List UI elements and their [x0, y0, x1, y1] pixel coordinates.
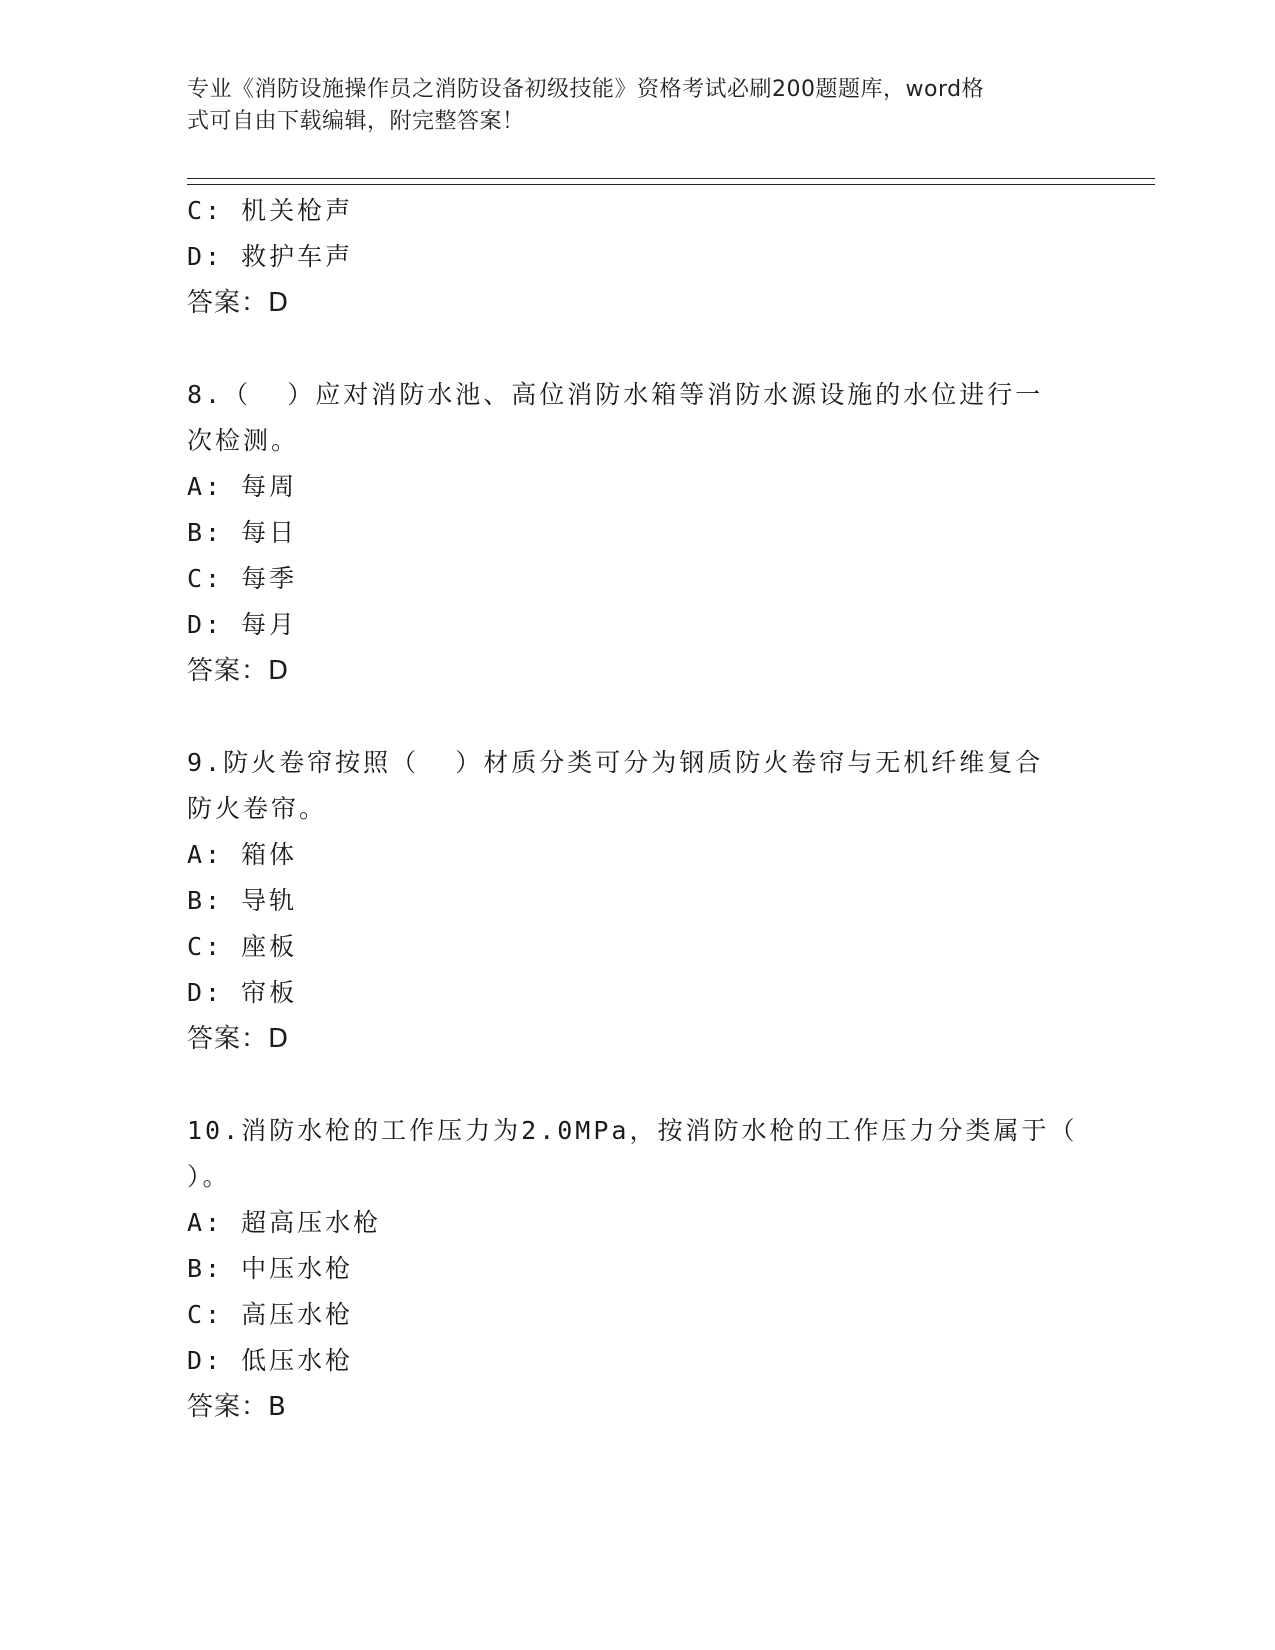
question-9	[187, 740, 1087, 1062]
option-d: D: 帘板	[187, 978, 298, 1007]
option-b: B: 导轨	[187, 886, 298, 915]
question-stem-continued: 次检测。	[187, 426, 300, 455]
answer-line: 答案：D	[187, 288, 290, 318]
question-stem: 8.（ ）应对消防水池、高位消防水箱等消防水源设施的水位进行一	[187, 380, 1044, 409]
option-a: A: 箱体	[187, 840, 298, 869]
answer-line: 答案：D	[187, 1024, 290, 1054]
option-c: C: 机关枪声	[187, 196, 354, 225]
document-body	[187, 188, 1087, 1430]
question-stem: 9.防火卷帘按照（ ）材质分类可分为钢质防火卷帘与无机纤维复合	[187, 748, 1044, 777]
option-a: A: 超高压水枪	[187, 1208, 382, 1237]
page-header	[187, 74, 1067, 138]
option-d: D: 低压水枪	[187, 1346, 354, 1375]
previous-question-tail	[187, 188, 1087, 326]
question-stem: 10.消防水枪的工作压力为2.0MPa，按消防水枪的工作压力分类属于（	[187, 1116, 1078, 1145]
answer-line: 答案：B	[187, 1392, 287, 1422]
option-c: C: 每季	[187, 564, 298, 593]
option-c: C: 座板	[187, 932, 298, 961]
header-double-rule	[187, 178, 1155, 185]
header-line-2: 式可自由下载编辑，附完整答案！	[187, 109, 525, 134]
option-c: C: 高压水枪	[187, 1300, 354, 1329]
answer-line: 答案：D	[187, 656, 290, 686]
header-line-1: 专业《消防设施操作员之消防设备初级技能》资格考试必刷200题题库，word格	[187, 77, 985, 102]
option-b: B: 中压水枪	[187, 1254, 354, 1283]
option-b: B: 每日	[187, 518, 298, 547]
question-stem-continued: 防火卷帘。	[187, 794, 328, 823]
question-stem-continued: ）。	[187, 1162, 231, 1191]
option-d: D: 每月	[187, 610, 298, 639]
option-d: D: 救护车声	[187, 242, 354, 271]
question-8	[187, 372, 1087, 694]
option-a: A: 每周	[187, 472, 298, 501]
question-10	[187, 1108, 1087, 1430]
